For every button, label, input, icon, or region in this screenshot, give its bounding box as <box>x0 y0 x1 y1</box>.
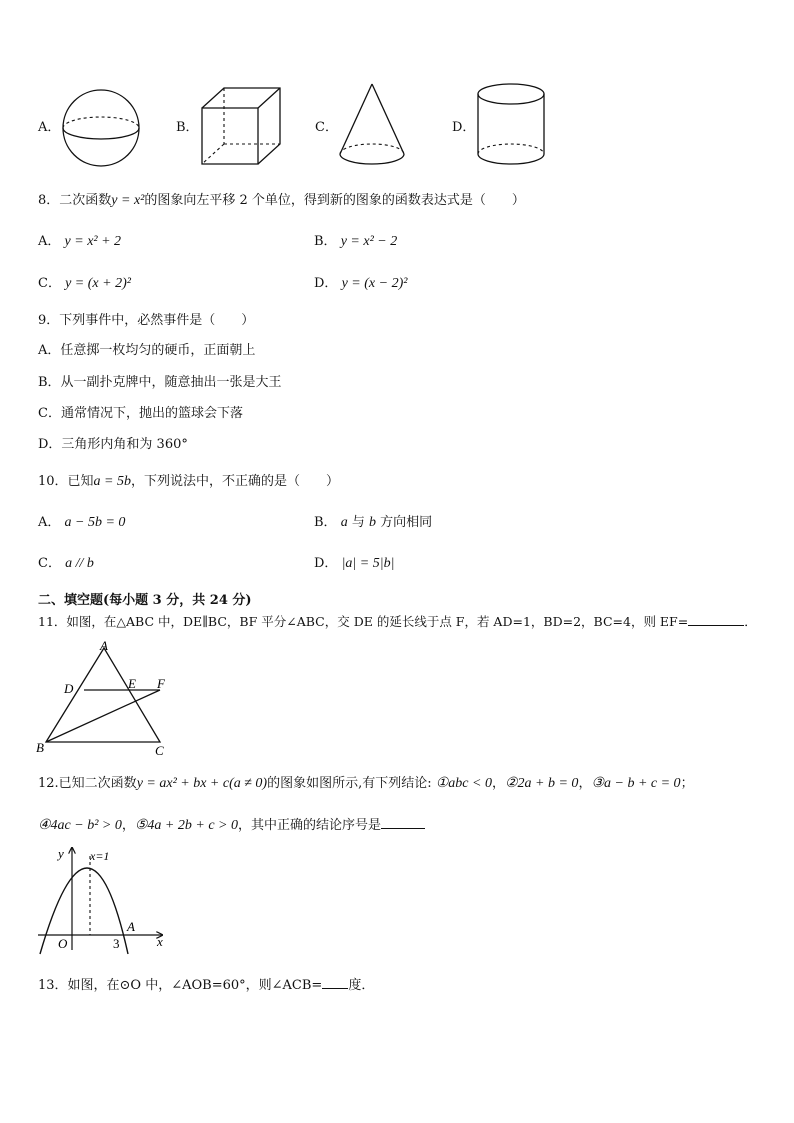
q10-stem: 10．已知a = 5b，下列说法中，不正确的是（ ） <box>38 474 340 489</box>
cone-figure <box>338 82 408 170</box>
q8-option-b: B． y = x² − 2 <box>314 234 398 249</box>
fig11-label-e: E <box>128 676 136 691</box>
fig11-label-a: A <box>100 638 108 653</box>
q12-answer-blank[interactable] <box>381 828 425 829</box>
q11-stem: 11．如图，在△ABC 中，DE∥BC，BF 平分∠ABC，交 DE 的延长线于点 F，若 AD=1，BD=2，BC=4，则 EF= ． <box>38 614 757 629</box>
q9-option-c: C．通常情况下，抛出的篮球会下落 <box>38 406 243 421</box>
q8-option-c: C． y = (x + 2)² <box>38 276 131 291</box>
fig11-label-b: B <box>36 740 44 755</box>
q9-option-a: A．任意掷一枚均匀的硬币，正面朝上 <box>38 343 256 358</box>
q8-stem: 8．二次函数y = x²的图象向左平移 2 个单位，得到新的图象的函数表达式是（ ） <box>38 193 525 208</box>
q10-option-a: A． a − 5b = 0 <box>38 515 126 530</box>
parabola-figure <box>36 842 168 954</box>
q13-stem: 13．如图，在⊙O 中，∠AOB=60°，则∠ACB= 度． <box>38 978 375 993</box>
q7-option-d-label: D． <box>452 120 476 135</box>
q8-option-d: D． y = (x − 2)² <box>314 276 408 291</box>
fig12-label-y: y <box>58 846 64 861</box>
q9-option-b: B．从一副扑克牌中，随意抽出一张是大王 <box>38 375 282 390</box>
fig11-label-d: D <box>64 681 74 696</box>
q10-option-d: D． |a| = 5|b| <box>314 556 395 571</box>
cube-figure <box>200 86 282 168</box>
fig12-label-x: x <box>157 934 163 949</box>
q10-option-c: C． a // b <box>38 556 94 571</box>
q11-answer-blank[interactable] <box>688 625 744 626</box>
fig12-label-axis: x=1 <box>90 849 110 863</box>
fig11-label-f: F <box>157 676 165 691</box>
triangle-figure <box>36 638 172 758</box>
q7-option-c-label: C． <box>315 120 338 135</box>
q10-option-b: B． a 与 b 方向相同 <box>314 515 433 530</box>
q13-answer-blank[interactable] <box>322 988 348 989</box>
sphere-figure <box>62 88 142 168</box>
q12-line2: ④4ac − b² > 0，⑤4a + 2b + c > 0，其中正确的结论序号是 <box>38 818 425 834</box>
q7-option-b-label: B． <box>176 120 199 135</box>
q7-option-a-label: A． <box>38 120 61 135</box>
q12-line1: 12.已知二次函数y = ax² + bx + c(a ≠ 0)的图象如图所示,有下列结论: ①abc < 0，②2a + b = 0，③a − b + c = 0； <box>38 776 694 791</box>
fig11-label-c: C <box>155 743 164 758</box>
cylinder-figure <box>476 82 548 170</box>
q9-option-d: D．三角形内角和为 360° <box>38 437 188 452</box>
section-heading: 二、填空题(每小题 3 分，共 24 分) <box>38 593 252 608</box>
q9-stem: 9．下列事件中，必然事件是（ ） <box>38 313 255 328</box>
fig12-label-o: O <box>58 936 68 951</box>
fig12-label-a: A <box>127 919 135 934</box>
fig12-label-3: 3 <box>113 936 120 951</box>
q8-option-a: A． y = x² + 2 <box>38 234 122 249</box>
